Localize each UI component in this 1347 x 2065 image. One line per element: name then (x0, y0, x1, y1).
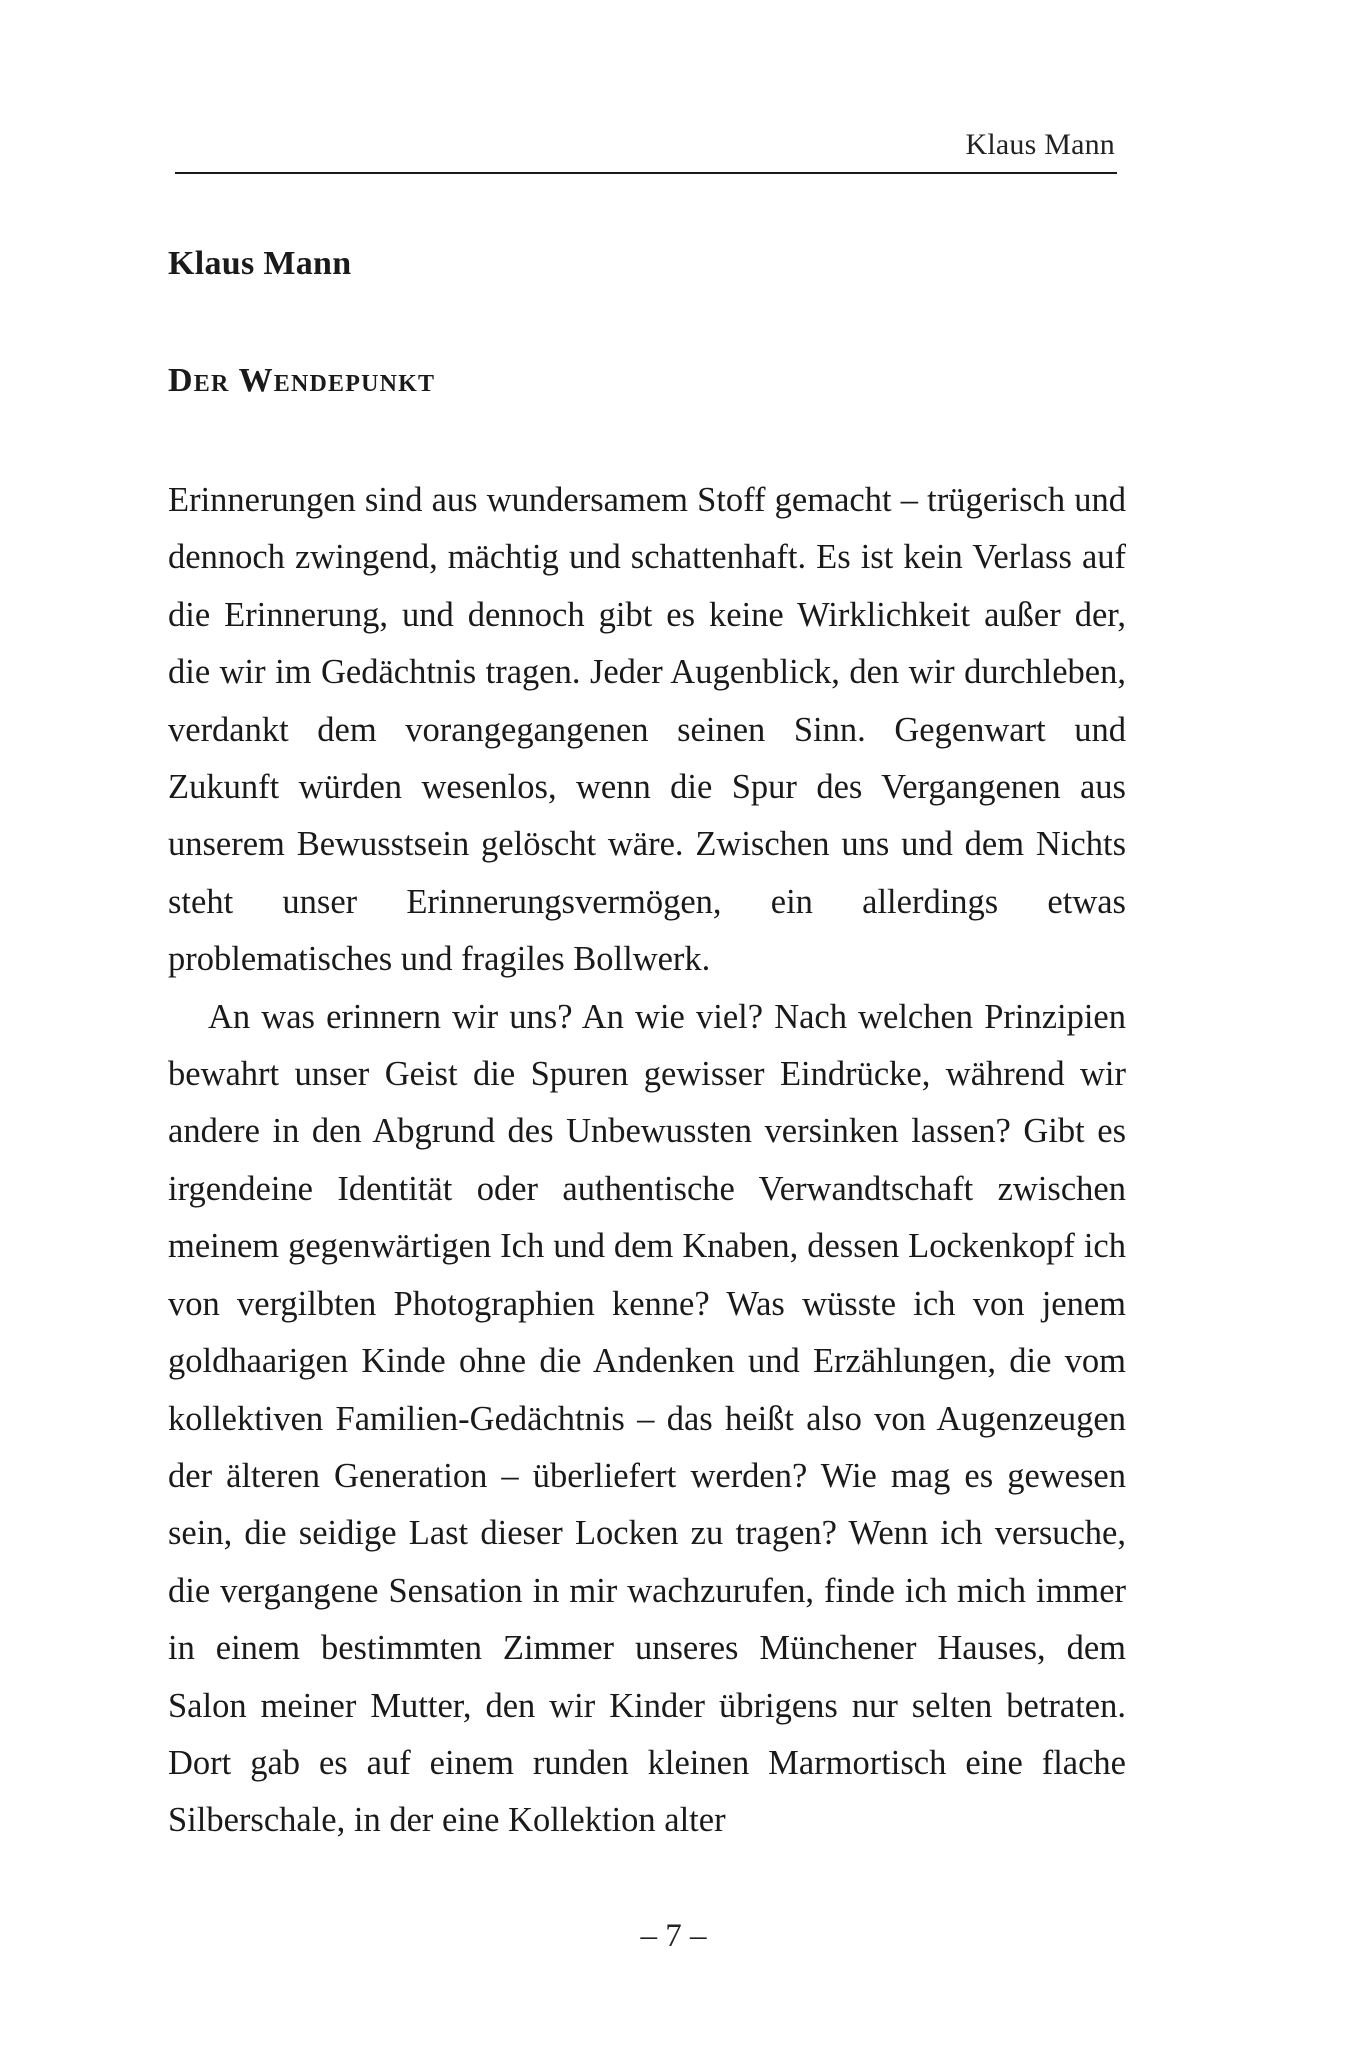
running-head: Klaus Mann (965, 128, 1115, 161)
body-text (168, 472, 1126, 1850)
paragraph: An was erinnern wir uns? An wie viel? Nach welchen Prinzipien bewahrt unser Geist die Spuren gewisser Eindrücke, während wir andere in den Abgrund des Unbewussten versinken lassen? Gibt es irgendeine Identität oder authentische Verwandtschaft zwischen meinem gegenwärtigen Ich und dem Knaben, dessen Lockenkopf ich von vergilbten Photographien kenne? Was wüsste ich von jenem goldhaarigen Kinde ohne die Andenken und Erzählungen, die vom kollektiven Familien-Gedächtnis – das heißt also von Augenzeugen der älteren Generation – überliefert werden? Wie mag es gewesen sein, die seidige Last dieser Locken zu tragen? Wenn ich versuche, die vergangene Sensation in mir wachzurufen, finde ich mich immer in einem bestimmten Zimmer unseres Münchener Hauses, dem Salon meiner Mutter, den wir Kinder übrigens nur selten betraten. Dort gab es auf einem runden kleinen Marmortisch eine flache Silberschale, in der eine Kollektion alter (168, 997, 1126, 1840)
page-number: – 7 – (640, 1918, 707, 1954)
chapter-title: Der Wendepunkt (168, 362, 436, 399)
header-rule (175, 172, 1117, 174)
author-name: Klaus Mann (168, 245, 352, 282)
paragraph: Erinnerungen sind aus wundersamem Stoff gemacht – trügerisch und dennoch zwingend, mächtig und schattenhaft. Es ist kein Verlass auf die Erinnerung, und dennoch gibt es keine Wirklichkeit außer der, die wir im Gedächtnis tragen. Jeder Augenblick, den wir durchleben, verdankt dem vorangegangenen seinen Sinn. Gegenwart und Zukunft würden wesenlos, wenn die Spur des Vergangenen aus unserem Bewusstsein gelöscht wäre. Zwischen uns und dem Nichts steht unser Erinnerungsvermögen, ein allerdings etwas problematisches und fragiles Bollwerk. (168, 481, 1126, 979)
